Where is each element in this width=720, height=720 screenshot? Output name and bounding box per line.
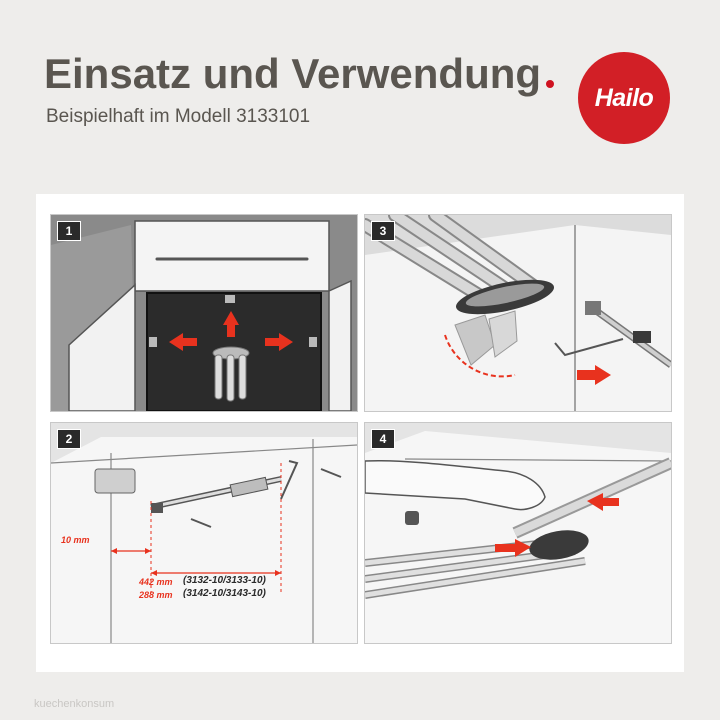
dim-442mm-label: 442 mm bbox=[139, 577, 173, 587]
step-1-badge: 1 bbox=[57, 221, 81, 241]
hailo-logo bbox=[578, 52, 670, 144]
page-title: Einsatz und Verwendung bbox=[44, 50, 554, 98]
dim-288mm-label: 288 mm bbox=[139, 590, 173, 600]
step-1-panel bbox=[50, 214, 358, 412]
step-3-panel bbox=[364, 214, 672, 412]
step-1-illustration bbox=[51, 215, 357, 411]
title-dot bbox=[546, 80, 554, 88]
watermark: kuechenkonsum bbox=[34, 698, 115, 710]
model-b-label: (3142-10/3143-10) bbox=[183, 588, 266, 599]
step-4-panel bbox=[364, 422, 672, 644]
step-2-badge: 2 bbox=[57, 429, 81, 449]
step-2-panel bbox=[50, 422, 358, 644]
instruction-sheet bbox=[36, 194, 684, 672]
step-4-illustration bbox=[365, 423, 671, 643]
page-subtitle: Beispielhaft im Modell 3133101 bbox=[46, 106, 311, 127]
step-3-badge: 3 bbox=[371, 221, 395, 241]
logo-text: Hailo bbox=[594, 83, 654, 112]
dim-10mm-label: 10 mm bbox=[61, 535, 90, 545]
step-4-badge: 4 bbox=[371, 429, 395, 449]
model-a-label: (3132-10/3133-10) bbox=[183, 575, 266, 586]
step-3-illustration bbox=[365, 215, 671, 411]
step-2-illustration bbox=[51, 423, 357, 643]
